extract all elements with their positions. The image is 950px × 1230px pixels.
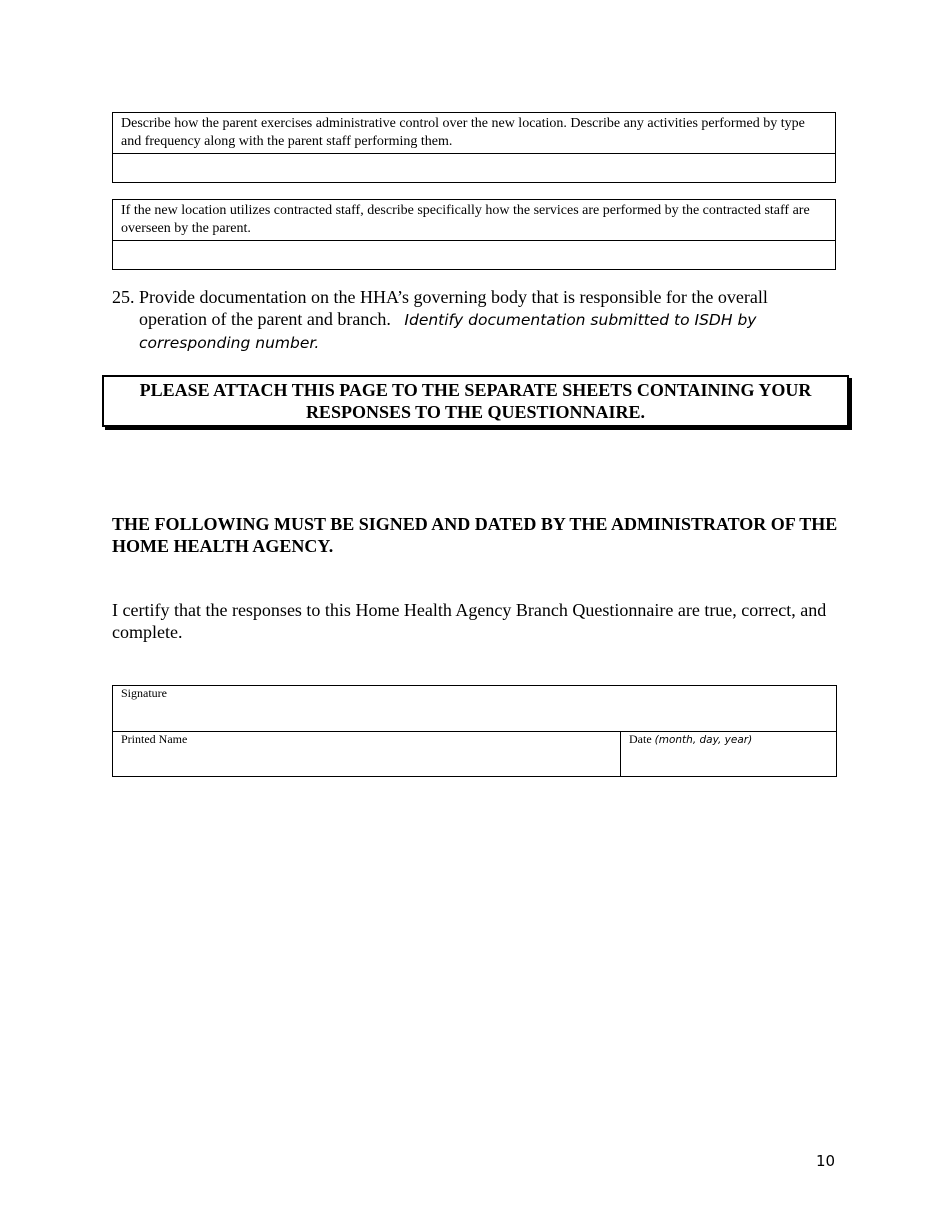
printed-name-label: Printed Name <box>121 732 188 746</box>
signature-table <box>112 685 837 777</box>
printed-name-field[interactable] <box>113 732 621 777</box>
question-prompt: Describe how the parent exercises administrative control over the new location. Describe any activities performed by type and frequency along with the parent staff performing them. <box>113 113 835 154</box>
date-hint: (month, day, year) <box>654 734 753 746</box>
certification-statement: I certify that the responses to this Home Health Agency Branch Questionnaire are true, correct, and complete. <box>112 600 827 642</box>
question-number: 25. <box>112 287 135 307</box>
question-instruction: Identify documentation submitted to ISDH by corresponding number. <box>139 311 757 352</box>
question-box-admin-control <box>112 112 836 183</box>
answer-field[interactable] <box>113 241 835 269</box>
signature-field[interactable] <box>113 686 836 732</box>
date-label-group <box>629 732 752 747</box>
question-text: Provide documentation on the HHA’s governing body that is responsible for the overall operation of the parent and branch. <box>139 287 768 329</box>
attach-notice-text: PLEASE ATTACH THIS PAGE TO THE SEPARATE SHEETS CONTAINING YOUR RESPONSES TO THE QUESTIONNAIRE. <box>139 380 812 422</box>
signature-label: Signature <box>121 686 167 700</box>
answer-field[interactable] <box>113 154 835 182</box>
date-label: Date <box>629 732 652 746</box>
signature-row-2 <box>113 732 836 777</box>
attach-notice-box <box>102 375 849 427</box>
signing-heading: THE FOLLOWING MUST BE SIGNED AND DATED BY THE ADMINISTRATOR OF THE HOME HEALTH AGENCY. <box>112 514 838 556</box>
question-prompt: If the new location utilizes contracted staff, describe specifically how the services are performed by the contracted staff are overseen by the parent. <box>113 200 835 241</box>
question-box-contracted-staff <box>112 199 836 270</box>
page-number: 10 <box>816 1152 836 1170</box>
date-field[interactable] <box>621 732 836 777</box>
question-25 <box>112 286 832 354</box>
question-body <box>139 286 832 354</box>
